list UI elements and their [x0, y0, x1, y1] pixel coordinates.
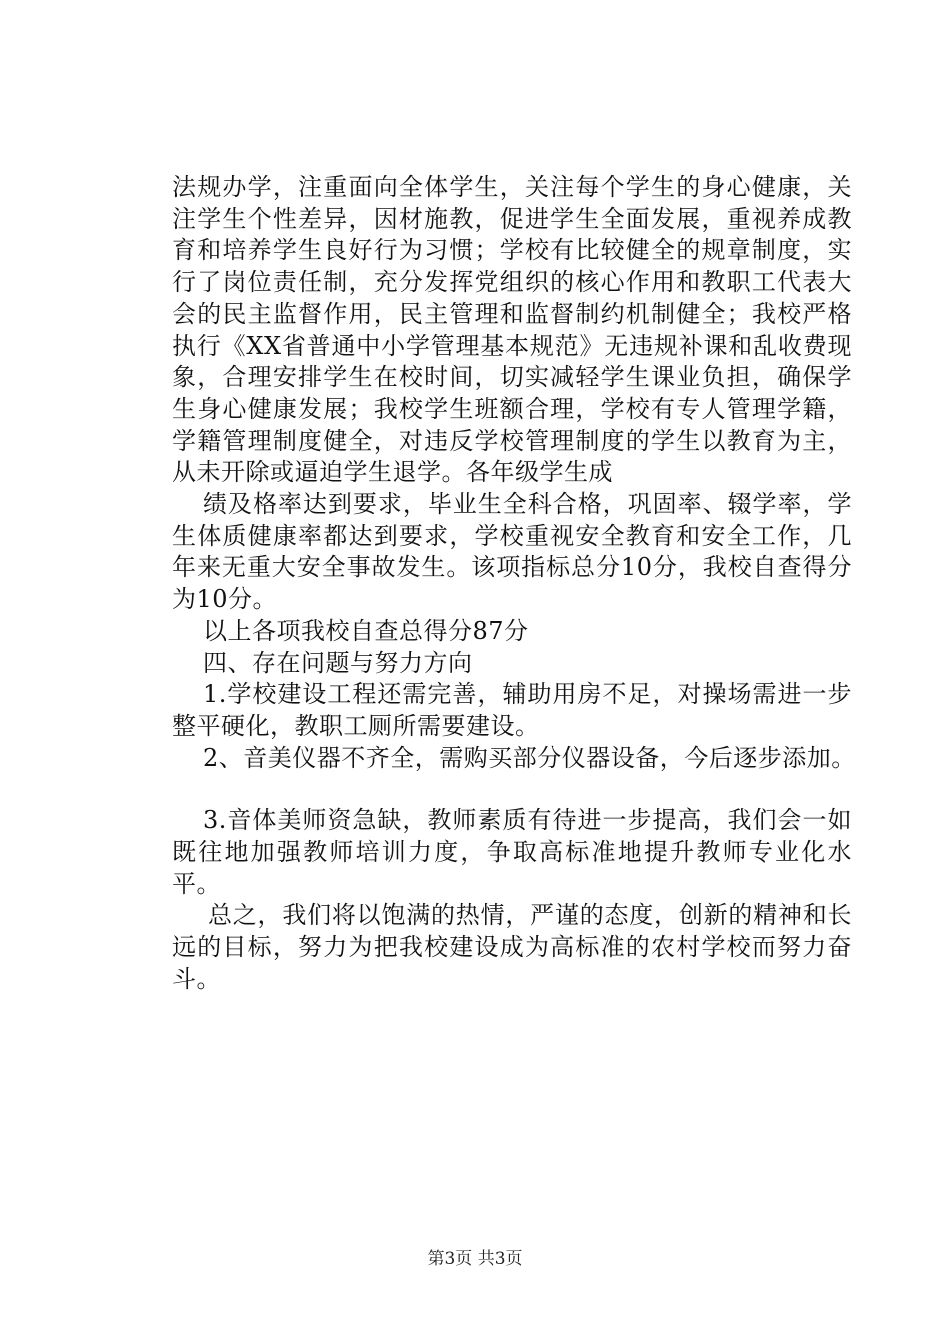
page-footer — [0, 1244, 950, 1269]
paragraph-safety-score: 绩及格率达到要求，毕业生全科合格，巩固率、辍学率，学生体质健康率都达到要求，学校重视安全教育和安全工作，几年来无重大安全事故发生。该项指标总分10分，我校自查得分为10分。 — [172, 490, 852, 614]
paragraph-continuation: 法规办学，注重面向全体学生，关注每个学生的身心健康，关注学生个性差异，因材施教，促进学生全面发展，重视养成教育和培养学生良好行为习惯；学校有比较健全的规章制度，实行了岗位责任制，充分发挥党组织的核心作用和教职工代表大会的民主监督作用，民主管理和监督制约机制健全；我校严格执行《XX省普通中小学管理基本规范》无违规补课和乱收费现象，合理安排学生在校时间，切实减轻学生课业负担，确保学生身心健康发展；我校学生班额合理，学校有专人管理学籍，学籍管理制度健全，对违反学校管理制度的学生以教育为主，从未开除或逼迫学生退学。各年级学生成 — [172, 173, 852, 487]
document-body — [172, 172, 856, 996]
page-number: 第3页 共3页 — [427, 1249, 523, 1269]
paragraph-gap — [172, 774, 852, 805]
paragraph-conclusion: 总之，我们将以饱满的热情，严谨的态度，创新的精神和长远的目标，努力为把我校建设成为高标准的农村学校而努力奋斗。 — [172, 901, 852, 993]
problem-item-2: 2、音美仪器不齐全，需购买部分仪器设备，今后逐步添加。 — [203, 743, 856, 772]
paragraph-total-score: 以上各项我校自查总得分87分 — [203, 616, 529, 645]
problem-item-1: 1.学校建设工程还需完善，辅助用房不足，对操场需进一步整平硬化，教职工厕所需要建设。 — [172, 680, 852, 740]
section-heading-problems: 四、存在问题与努力方向 — [203, 648, 473, 677]
problem-item-3: 3.音体美师资急缺，教师素质有待进一步提高，我们会一如既往地加强教师培训力度，争取高标准地提升教师专业化水平。 — [172, 806, 852, 898]
